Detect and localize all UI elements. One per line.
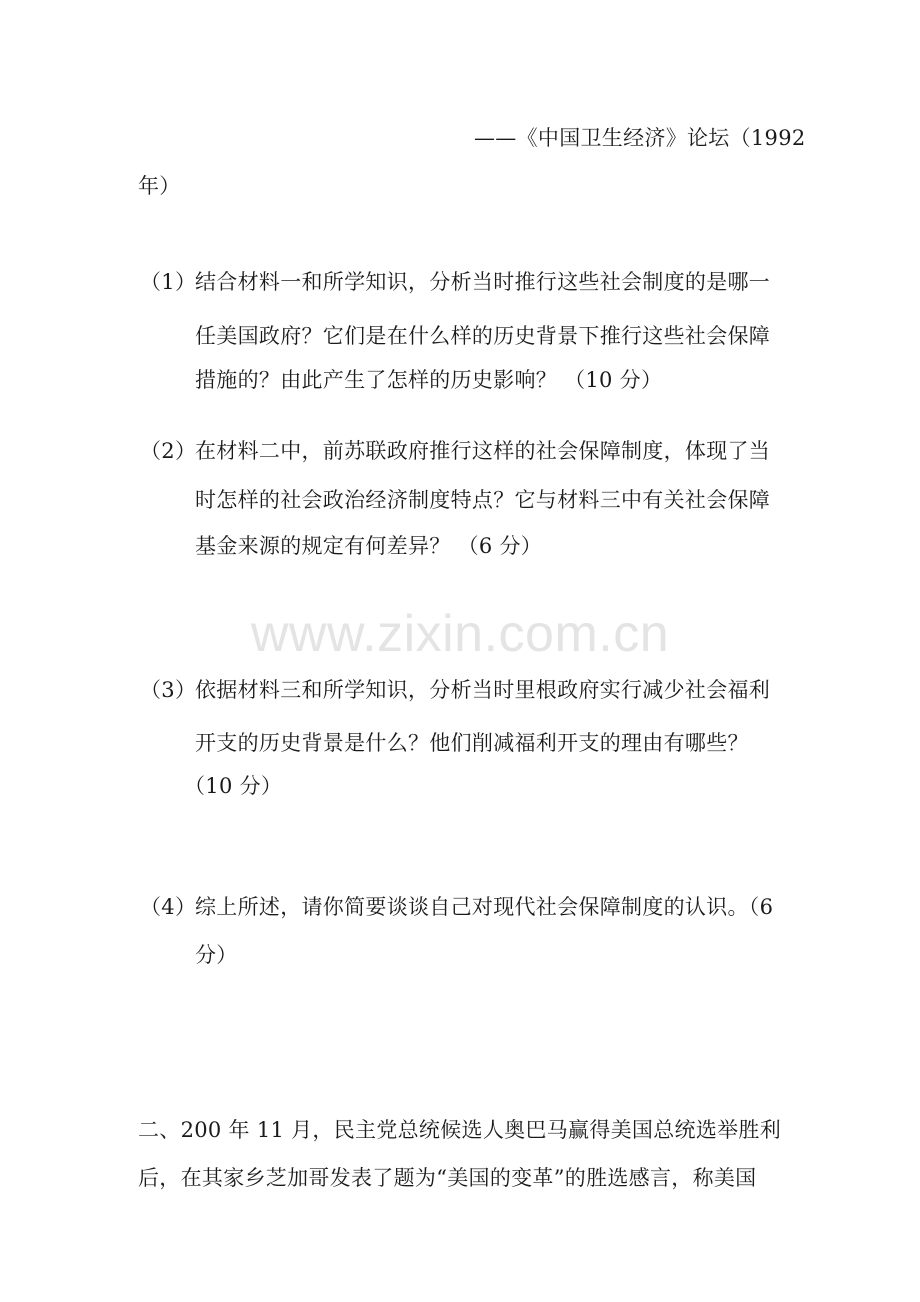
- question-number: （2）: [140, 439, 197, 463]
- question-line: 分）: [195, 943, 238, 967]
- watermark: www.zixin.com.cn: [250, 605, 670, 663]
- question-line: （10 分）: [184, 774, 283, 798]
- section-line: 二、200 年 11 月，民主党总统候选人奥巴马赢得美国总统选举胜利: [138, 1118, 782, 1142]
- question-line: 结合材料一和所学知识，分析当时推行这些社会制度的是哪一: [195, 270, 771, 294]
- question-line: 依据材料三和所学知识，分析当时里根政府实行减少社会福利: [195, 678, 771, 702]
- question-line: 任美国政府？它们是在什么样的历史背景下推行这些社会保障: [195, 324, 771, 348]
- section-line: 后，在其家乡芝加哥发表了题为“美国的变革”的胜选感言，称美国: [138, 1166, 757, 1190]
- source-citation-continued: 年）: [138, 174, 181, 198]
- question-line: 综上所述，请你简要谈谈自己对现代社会保障制度的认识。（6: [195, 895, 774, 919]
- question-line: 时怎样的社会政治经济制度特点？它与材料三中有关社会保障: [195, 488, 771, 512]
- question-line: 在材料二中，前苏联政府推行这样的社会保障制度，体现了当: [195, 439, 771, 463]
- question-line: 基金来源的规定有何差异？ （6 分）: [195, 534, 543, 558]
- question-number: （1）: [140, 270, 197, 294]
- question-number: （3）: [140, 678, 197, 702]
- question-line: 开支的历史背景是什么？他们削减福利开支的理由有哪些？: [195, 731, 749, 755]
- source-citation: ——《中国卫生经济》论坛（1992: [474, 126, 806, 150]
- question-line: 措施的？由此产生了怎样的历史影响？ （10 分）: [195, 368, 663, 392]
- question-number: （4）: [140, 895, 197, 919]
